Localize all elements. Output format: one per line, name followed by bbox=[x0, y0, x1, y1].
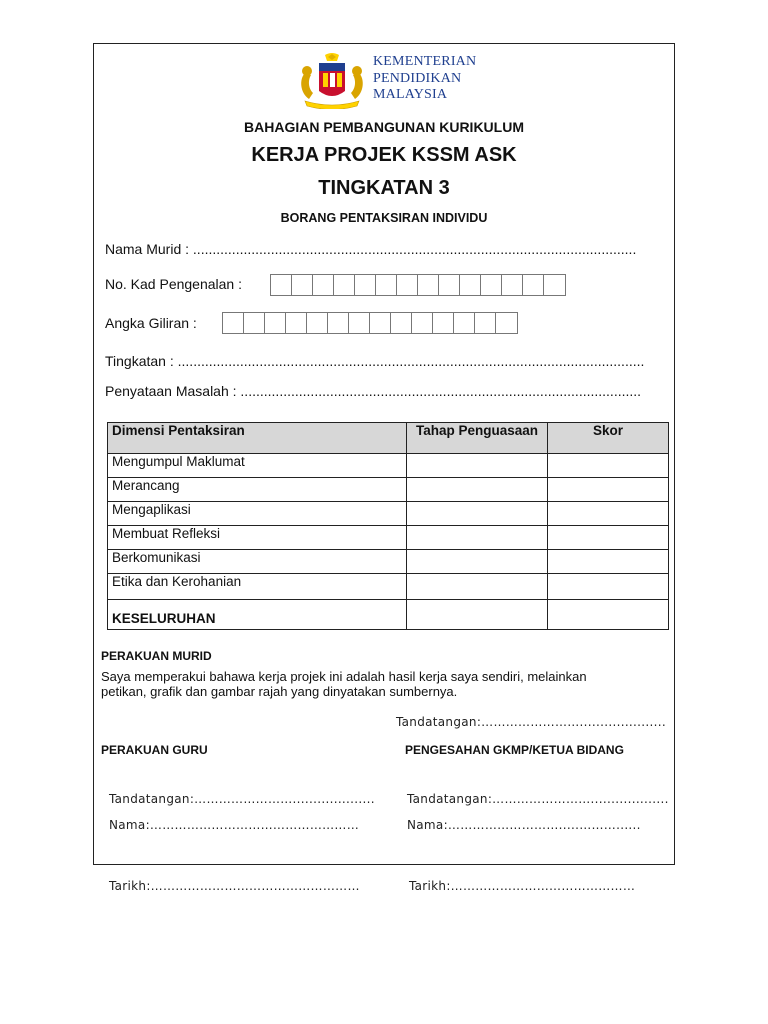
skor-cell[interactable] bbox=[548, 478, 669, 502]
no-kad-label: No. Kad Pengenalan : bbox=[105, 276, 242, 292]
assessment-table bbox=[107, 422, 669, 630]
character-box[interactable] bbox=[328, 313, 349, 333]
ministry-line-3: MALAYSIA bbox=[373, 87, 448, 102]
tahap-cell[interactable] bbox=[407, 478, 548, 502]
tingkatan-field[interactable]: Tingkatan : ........................................................................................................................ bbox=[105, 353, 645, 369]
character-box[interactable] bbox=[433, 313, 454, 333]
pengesahan-title: PENGESAHAN GKMP/KETUA BIDANG bbox=[405, 743, 624, 757]
tahap-cell[interactable] bbox=[407, 526, 548, 550]
form-name: BORANG PENTAKSIRAN INDIVIDU bbox=[280, 211, 488, 225]
table-row bbox=[108, 478, 669, 502]
character-box[interactable] bbox=[418, 275, 439, 295]
perakuan-murid-title: PERAKUAN MURID bbox=[101, 649, 212, 663]
total-tahap-cell[interactable] bbox=[407, 600, 548, 630]
skor-cell[interactable] bbox=[548, 574, 669, 600]
table-header-row bbox=[108, 423, 669, 454]
table-total-row bbox=[108, 600, 669, 630]
total-skor-cell[interactable] bbox=[548, 600, 669, 630]
perakuan-murid-line-1: Saya memperakui bahawa kerja projek ini adalah hasil kerja saya sendiri, melainkan bbox=[101, 669, 587, 684]
form-level: TINGKATAN 3 bbox=[318, 177, 450, 199]
division-heading: BAHAGIAN PEMBANGUNAN KURIKULUM bbox=[244, 119, 524, 135]
character-box[interactable] bbox=[460, 275, 481, 295]
character-box[interactable] bbox=[475, 313, 496, 333]
table-row bbox=[108, 502, 669, 526]
character-box[interactable] bbox=[313, 275, 334, 295]
row-label: Merancang bbox=[108, 478, 407, 502]
tahap-cell[interactable] bbox=[407, 502, 548, 526]
ketua-name-line[interactable]: Nama:……………………….....………...... bbox=[407, 818, 641, 832]
guru-date-line[interactable]: Tarikh:…………………………………………… bbox=[109, 879, 360, 893]
header-skor: Skor bbox=[548, 423, 669, 454]
character-box[interactable] bbox=[271, 275, 292, 295]
tahap-cell[interactable] bbox=[407, 550, 548, 574]
skor-cell[interactable] bbox=[548, 502, 669, 526]
row-label: Berkomunikasi bbox=[108, 550, 407, 574]
character-box[interactable] bbox=[397, 275, 418, 295]
guru-name-line[interactable]: Nama:…………………………………………… bbox=[109, 818, 360, 832]
row-label: Mengumpul Maklumat bbox=[108, 454, 407, 478]
character-box[interactable] bbox=[223, 313, 244, 333]
table-row bbox=[108, 526, 669, 550]
table-row bbox=[108, 550, 669, 574]
form-title: KERJA PROJEK KSSM ASK bbox=[251, 144, 517, 166]
tahap-cell[interactable] bbox=[407, 454, 548, 478]
row-label: Mengaplikasi bbox=[108, 502, 407, 526]
character-box[interactable] bbox=[481, 275, 502, 295]
nama-murid-field[interactable]: Nama Murid : .................................................................................................................. bbox=[105, 241, 637, 257]
ketua-date-line[interactable]: Tarikh:……………………………………… bbox=[409, 879, 636, 893]
perakuan-guru-title: PERAKUAN GURU bbox=[101, 743, 208, 757]
character-box[interactable] bbox=[292, 275, 313, 295]
skor-cell[interactable] bbox=[548, 550, 669, 574]
header-dimensi: Dimensi Pentaksiran bbox=[108, 423, 407, 454]
murid-signature-line[interactable]: Tandatangan:……………………..................... bbox=[396, 715, 666, 729]
ketua-signature-line[interactable]: Tandatangan:……………………................... bbox=[407, 792, 669, 806]
character-box[interactable] bbox=[454, 313, 475, 333]
row-label: Membuat Refleksi bbox=[108, 526, 407, 550]
header-tahap: Tahap Penguasaan bbox=[407, 423, 548, 454]
character-box[interactable] bbox=[286, 313, 307, 333]
character-box[interactable] bbox=[502, 275, 523, 295]
character-box[interactable] bbox=[265, 313, 286, 333]
character-box[interactable] bbox=[496, 313, 517, 333]
guru-signature-line[interactable]: Tandatangan:…………………….................... bbox=[109, 792, 375, 806]
row-label: Etika dan Kerohanian bbox=[108, 574, 407, 600]
penyataan-masalah-field[interactable]: Penyataan Masalah : ....................................................................................................... bbox=[105, 383, 642, 399]
ministry-name bbox=[373, 54, 476, 104]
table-row bbox=[108, 574, 669, 600]
angka-giliran-boxes[interactable] bbox=[222, 312, 518, 334]
character-box[interactable] bbox=[349, 313, 370, 333]
character-box[interactable] bbox=[523, 275, 544, 295]
malaysia-coat-of-arms-logo bbox=[295, 53, 369, 109]
character-box[interactable] bbox=[544, 275, 565, 295]
ministry-line-1: KEMENTERIAN bbox=[373, 54, 477, 69]
character-box[interactable] bbox=[355, 275, 376, 295]
character-box[interactable] bbox=[334, 275, 355, 295]
character-box[interactable] bbox=[391, 313, 412, 333]
character-box[interactable] bbox=[370, 313, 391, 333]
character-box[interactable] bbox=[412, 313, 433, 333]
skor-cell[interactable] bbox=[548, 454, 669, 478]
angka-giliran-label: Angka Giliran : bbox=[105, 315, 197, 331]
tahap-cell[interactable] bbox=[407, 574, 548, 600]
ministry-line-2: PENDIDIKAN bbox=[373, 70, 462, 86]
character-box[interactable] bbox=[439, 275, 460, 295]
no-kad-pengenalan-boxes[interactable] bbox=[270, 274, 566, 296]
character-box[interactable] bbox=[244, 313, 265, 333]
total-label: KESELURUHAN bbox=[108, 600, 407, 630]
skor-cell[interactable] bbox=[548, 526, 669, 550]
character-box[interactable] bbox=[307, 313, 328, 333]
perakuan-murid-line-2: petikan, grafik dan gambar rajah yang dinyatakan sumbernya. bbox=[101, 684, 458, 699]
character-box[interactable] bbox=[376, 275, 397, 295]
table-row bbox=[108, 454, 669, 478]
